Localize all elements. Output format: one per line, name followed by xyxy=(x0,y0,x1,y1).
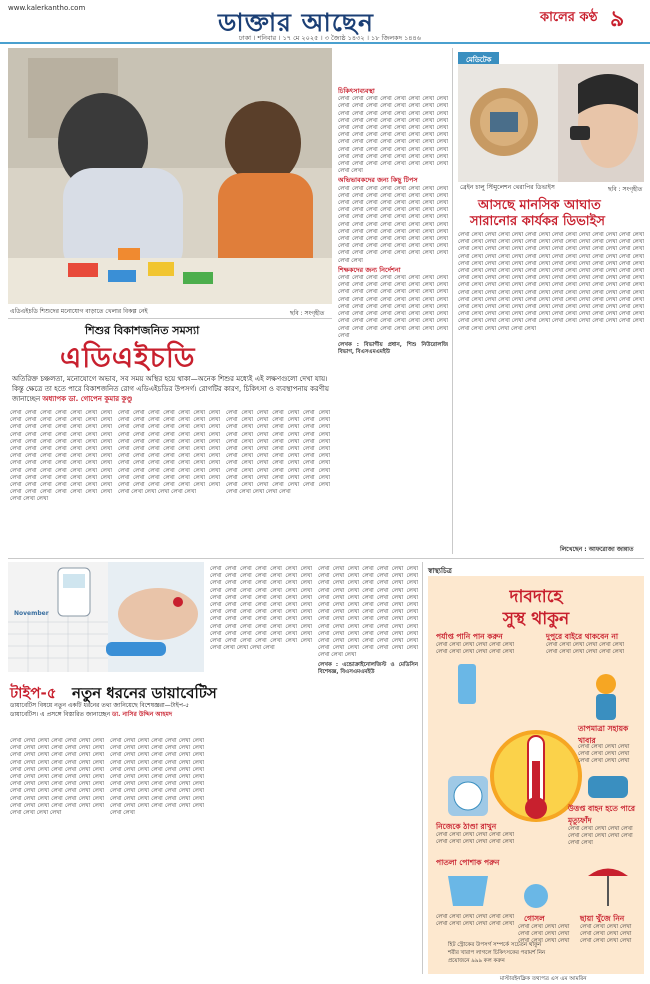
diabetes-photo-illustration xyxy=(8,562,204,672)
parent-tips-text: লেখা লেখা লেখা লেখা লেখা লেখা লেখা লেখা লেখা লেখা লেখা লেখা লেখা লেখা লেখা লেখা লেখা লেখা লেখা লেখা লেখা লেখা লেখা লেখা লেখা লেখা লেখা লেখা লেখা লেখা লেখা লেখা লেখা লেখা লেখা লেখা লেখা লেখা লেখা লেখা লেখা লেখা লেখা লেখা লেখা লেখা লেখা লেখা লেখা লেখা লেখা লেখা লেখা লেখা লেখা লেখা লেখা লেখা লেখা লেখা লেখা লেখা লেখা লেখা লেখা লেখা লেখা লেখা লেখা লেখা লেখা লেখা লেখা লেখা লেখা লেখা লেখা লেখা লেখা লেখা লেখা লেখা xyxy=(338,185,448,264)
diabetes-kicker: টাইপ-৫ xyxy=(10,684,57,702)
diabetes-intro xyxy=(10,702,204,719)
adhd-body-column-1: লেখা লেখা লেখা লেখা লেখা লেখা লেখা লেখা লেখা লেখা লেখা লেখা লেখা লেখা লেখা লেখা লেখা লেখা লেখা লেখা লেখা লেখা লেখা লেখা লেখা লেখা লেখা লেখা লেখা লেখা লেখা লেখা লেখা লেখা লেখা লেখা লেখা লেখা লেখা লেখা লেখা লেখা লেখা লেখা লেখা লেখা লেখা লেখা লেখা লেখা লেখা লেখা লেখা লেখা লেখা লেখা লেখা লেখা লেখা লেখা লেখা লেখা লেখা লেখা লেখা লেখা লেখা লেখা লেখা লেখা লেখা লেখা লেখা লেখা লেখা লেখা লেখা লেখা লেখা লেখা লেখা লেখা লেখা লেখা লেখা লেখা লেখা xyxy=(10,410,112,503)
tip-stay-indoors-text: লেখা লেখা লেখা লেখা লেখা লেখা লেখা লেখা লেখা লেখা লেখা লেখা xyxy=(546,642,624,655)
tip-cooling-food-title: তাপমাত্রা সহায়ক খাবার xyxy=(578,724,629,745)
teacher-guide-subhead: শিক্ষকদের জন্য নির্দেশনা xyxy=(338,265,401,274)
medtech-photo-credit: ছবি : সংগৃহীত xyxy=(608,186,643,193)
tip-drink-water-title: পর্যাপ্ত পানি পান করুন xyxy=(436,632,503,641)
tip-hot-vehicle-title: উত্তপ্ত বাহন হতে পারে মৃত্যুফাঁদ xyxy=(568,804,635,825)
tip-bathe-title: গোসল xyxy=(524,914,545,923)
medtech-photo-illustration xyxy=(458,64,644,182)
tip-find-shade-text: লেখা লেখা লেখা লেখা লেখা লেখা লেখা লেখা লেখা লেখা লেখা লেখা xyxy=(580,924,632,944)
adhd-body-column-2: লেখা লেখা লেখা লেখা লেখা লেখা লেখা লেখা লেখা লেখা লেখা লেখা লেখা লেখা লেখা লেখা লেখা লেখা লেখা লেখা লেখা লেখা লেখা লেখা লেখা লেখা লেখা লেখা লেখা লেখা লেখা লেখা লেখা লেখা লেখা লেখা লেখা লেখা লেখা লেখা লেখা লেখা লেখা লেখা লেখা লেখা লেখা লেখা লেখা লেখা লেখা লেখা লেখা লেখা লেখা লেখা লেখা লেখা লেখা লেখা লেখা লেখা লেখা লেখা লেখা লেখা লেখা লেখা লেখা লেখা লেখা লেখা লেখা লেখা লেখা লেখা লেখা লেখা লেখা লেখা লেখা লেখা লেখা xyxy=(118,410,220,496)
section-masthead: ডাক্তার আছেন xyxy=(218,8,374,37)
treatment-subhead: চিকিৎসাব্যবস্থা xyxy=(338,87,375,95)
diabetes-body-column-2: লেখা লেখা লেখা লেখা লেখা লেখা লেখা লেখা লেখা লেখা লেখা লেখা লেখা লেখা লেখা লেখা লেখা লেখা লেখা লেখা লেখা লেখা লেখা লেখা লেখা লেখা লেখা লেখা লেখা লেখা লেখা লেখা লেখা লেখা লেখা লেখা লেখা লেখা লেখা লেখা লেখা লেখা লেখা লেখা লেখা লেখা লেখা লেখা লেখা লেখা লেখা লেখা লেখা লেখা লেখা লেখা লেখা লেখা লেখা লেখা লেখা লেখা লেখা লেখা লেখা লেখা লেখা লেখা লেখা লেখা লেখা লেখা xyxy=(110,738,204,817)
tip-stay-cool-title: নিজেকে ঠাণ্ডা রাখুন xyxy=(436,822,497,831)
tip-cooling-food-text: লেখা লেখা লেখা লেখা লেখা লেখা লেখা লেখা লেখা লেখা লেখা লেখা xyxy=(578,744,630,764)
tip-stay-indoors-title: দুপুরে বাইরে থাকবেন না xyxy=(546,632,618,641)
divider xyxy=(8,558,644,559)
heat-infographic xyxy=(428,576,644,974)
tip-light-clothes-text: লেখা লেখা লেখা লেখা লেখা লেখা লেখা লেখা লেখা লেখা লেখা লেখা xyxy=(436,914,514,927)
heat-headline-line-2: সুস্থ থাকুন xyxy=(502,609,570,629)
tip-hot-vehicle-text: লেখা লেখা লেখা লেখা লেখা লেখা লেখা লেখা লেখা লেখা লেখা লেখা xyxy=(568,826,633,846)
medtech-body: লেখা লেখা লেখা লেখা লেখা লেখা লেখা লেখা লেখা লেখা লেখা লেখা লেখা লেখা লেখা লেখা লেখা লেখা লেখা লেখা লেখা লেখা লেখা লেখা লেখা লেখা লেখা লেখা লেখা লেখা লেখা লেখা লেখা লেখা লেখা লেখা লেখা লেখা লেখা লেখা লেখা লেখা লেখা লেখা লেখা লেখা লেখা লেখা লেখা লেখা লেখা লেখা লেখা লেখা লেখা লেখা লেখা লেখা লেখা লেখা লেখা লেখা লেখা লেখা লেখা লেখা লেখা লেখা লেখা লেখা লেখা লেখা লেখা লেখা লেখা লেখা লেখা লেখা লেখা লেখা লেখা লেখা লেখা লেখা লেখা লেখা লেখা লেখা লেখা লেখা লেখা লেখা লেখা লেখা লেখা লেখা লেখা লেখা লেখা লেখা লেখা লেখা লেখা লেখা লেখা লেখা লেখা লেখা লেখা লেখা লেখা লেখা লেখা লেখা লেখা লেখা লেখা লেখা লেখা লেখা লেখা লেখা লেখা লেখা লেখা লেখা লেখা লেখা লেখা লেখা লেখা লেখা লেখা লেখা লেখা লেখা লেখা লেখা লেখা লেখা লেখা লেখা লেখা লেখা লেখা লেখা লেখা লেখা লেখা লেখা লেখা লেখা লেখা লেখা লেখা লেখা লেখা লেখা লেখা লেখা লেখা লেখা লেখা লেখা লেখা লেখা লেখা লেখা লেখা লেখা লেখা লেখা লেখা লেখা লেখা লেখা লেখা লেখা লেখা লেখা লেখা লেখা লেখা লেখা লেখা লেখা লেখা লেখা xyxy=(458,232,644,332)
diabetes-body-column-3: লেখা লেখা লেখা লেখা লেখা লেখা লেখা লেখা লেখা লেখা লেখা লেখা লেখা লেখা লেখা লেখা লেখা লেখা লেখা লেখা লেখা লেখা লেখা লেখা লেখা লেখা লেখা লেখা লেখা লেখা লেখা লেখা লেখা লেখা লেখা লেখা লেখা লেখা লেখা লেখা লেখা লেখা লেখা লেখা লেখা লেখা লেখা লেখা লেখা লেখা লেখা লেখা লেখা লেখা লেখা লেখা লেখা লেখা লেখা লেখা লেখা লেখা লেখা লেখা লেখা লেখা লেখা লেখা লেখা লেখা লেখা লেখা লেখা লেখা লেখা লেখা লেখা লেখা লেখা লেখা লেখা লেখা xyxy=(210,566,312,652)
tip-bathe-text: লেখা লেখা লেখা লেখা লেখা লেখা লেখা লেখা লেখা লেখা লেখা লেখা xyxy=(518,924,570,944)
parent-tips-subhead: অভিভাবকদের জন্য কিছু টিপস xyxy=(338,176,418,185)
page-number: ৯ xyxy=(610,7,625,32)
medtech-photo-caption: ব্রেইন চালু স্টিমুলেশন থেরাপির ডিভাইস xyxy=(460,184,555,191)
medtech-headline-line-1: আসছে মানসিক আঘাত xyxy=(478,198,601,213)
newspaper-name: কালের কণ্ঠ xyxy=(540,10,598,25)
adhd-intro xyxy=(12,374,330,404)
medtech-author: লিখেছেন : আফরোজা জান্নাত xyxy=(560,546,634,553)
heat-credit: মাস্টারইনক্লিক তথ্যপত্র এস এম আমরিন xyxy=(500,976,587,982)
treatment-text: লেখা লেখা লেখা লেখা লেখা লেখা লেখা লেখা লেখা লেখা লেখা লেখা লেখা লেখা লেখা লেখা লেখা লেখা লেখা লেখা লেখা লেখা লেখা লেখা লেখা লেখা লেখা লেখা লেখা লেখা লেখা লেখা লেখা লেখা লেখা লেখা লেখা লেখা লেখা লেখা লেখা লেখা লেখা লেখা লেখা লেখা লেখা লেখা লেখা লেখা লেখা লেখা লেখা লেখা লেখা লেখা লেখা লেখা লেখা লেখা লেখা লেখা লেখা লেখা লেখা লেখা লেখা লেখা লেখা লেখা লেখা লেখা লেখা লেখা লেখা লেখা লেখা লেখা লেখা লেখা লেখা লেখা xyxy=(338,96,448,175)
date-line: ঢাকা । শনিবার । ১৭ মে ২০২৫ । ৩ জ্যৈষ্ঠ ১৪৩২ । ১৮ জিলকদ ১৪৪৬ xyxy=(239,34,421,42)
adhd-side-column xyxy=(338,86,448,552)
adhd-byline: অধ্যাপক ডা. গোপেন কুমার কুণ্ডু xyxy=(42,395,133,403)
adhd-photo-illustration xyxy=(8,48,332,304)
adhd-headline: এডিএইচডি xyxy=(60,341,196,374)
website-url[interactable]: www.kalerkantho.com xyxy=(8,4,86,12)
heat-headline-line-1: দাবদাহে xyxy=(509,587,563,607)
medtech-headline-line-2: সারানোর কার্যকর ডিভাইস xyxy=(470,214,605,229)
tip-drink-water-text: লেখা লেখা লেখা লেখা লেখা লেখা লেখা লেখা লেখা লেখা লেখা লেখা xyxy=(436,642,514,655)
heat-section-label: স্বাস্থ্যচিত্র xyxy=(428,567,452,575)
adhd-kicker: শিশুর বিকাশজনিত সমস্যা xyxy=(85,324,200,337)
divider xyxy=(452,48,453,554)
medtech-tag: মেডিটেক xyxy=(458,52,499,68)
adhd-photo xyxy=(8,48,332,304)
adhd-photo-credit: ছবি : সংগৃহীত xyxy=(290,310,325,317)
page-header xyxy=(0,0,650,44)
medtech-photo xyxy=(458,64,644,182)
diabetes-intro-text: ডায়াবেটিস বিষয়ে নতুন একটি ধরনের তথ্য জানিয়েছে বিশেষজ্ঞরা—টাইপ-৫ ডায়াবেটিস। এ প্রসঙ্গে বিস্তারিত জানাচ্ছেন xyxy=(10,702,190,718)
diabetes-photo xyxy=(8,562,204,672)
diabetes-body-column-1: লেখা লেখা লেখা লেখা লেখা লেখা লেখা লেখা লেখা লেখা লেখা লেখা লেখা লেখা লেখা লেখা লেখা লেখা লেখা লেখা লেখা লেখা লেখা লেখা লেখা লেখা লেখা লেখা লেখা লেখা লেখা লেখা লেখা লেখা লেখা লেখা লেখা লেখা লেখা লেখা লেখা লেখা লেখা লেখা লেখা লেখা লেখা লেখা লেখা লেখা লেখা লেখা লেখা লেখা লেখা লেখা লেখা লেখা লেখা লেখা লেখা লেখা লেখা লেখা লেখা লেখা লেখা লেখা লেখা লেখা লেখা লেখা লেখা লেখা xyxy=(10,738,104,817)
diabetes-body-4-text: লেখা লেখা লেখা লেখা লেখা লেখা লেখা লেখা লেখা লেখা লেখা লেখা লেখা লেখা লেখা লেখা লেখা লেখা লেখা লেখা লেখা লেখা লেখা লেখা লেখা লেখা লেখা লেখা লেখা লেখা লেখা লেখা লেখা লেখা লেখা লেখা লেখা লেখা লেখা লেখা লেখা লেখা লেখা লেখা লেখা লেখা লেখা লেখা লেখা লেখা লেখা লেখা লেখা লেখা লেখা লেখা লেখা লেখা লেখা লেখা লেখা লেখা লেখা লেখা লেখা লেখা লেখা লেখা লেখা লেখা লেখা লেখা লেখা লেখা লেখা লেখা লেখা লেখা লেখা লেখা লেখা লেখা লেখা লেখা লেখা লেখা লেখা xyxy=(318,566,418,659)
diabetes-body-column-4 xyxy=(318,566,418,974)
heat-footnote-1: হিট স্ট্রোকের উপসর্গ সম্পর্কে সচেতন থাকুন xyxy=(448,942,542,948)
heat-footnote-3: প্রয়োজনে ৯৯৯ কল করুন xyxy=(448,958,505,964)
divider xyxy=(8,318,332,319)
tip-find-shade-title: ছায়া খুঁজে নিন xyxy=(580,914,625,923)
tip-light-clothes-title: পাতলা পোশাক পরুন xyxy=(436,858,500,867)
adhd-photo-caption: এডিএইচডি শিশুদের মনোযোগ বাড়াতে খেলার বিকল্প নেই xyxy=(10,308,148,315)
teacher-guide-text: লেখা লেখা লেখা লেখা লেখা লেখা লেখা লেখা লেখা লেখা লেখা লেখা লেখা লেখা লেখা লেখা লেখা লেখা লেখা লেখা লেখা লেখা লেখা লেখা লেখা লেখা লেখা লেখা লেখা লেখা লেখা লেখা লেখা লেখা লেখা লেখা লেখা লেখা লেখা লেখা লেখা লেখা লেখা লেখা লেখা লেখা লেখা লেখা লেখা লেখা লেখা লেখা লেখা লেখা লেখা লেখা লেখা লেখা লেখা লেখা লেখা লেখা লেখা লেখা লেখা xyxy=(338,275,448,339)
heat-footnote-2: শরীর খারাপ লাগলে চিকিৎসকের পরামর্শ নিন xyxy=(448,950,546,956)
calendar-month-label: November xyxy=(14,610,49,617)
adhd-author-note: লেখক : বিভাগীয় প্রধান, শিশু নিউরোলজি বিভাগ, বিএসএমএমইউ xyxy=(338,341,448,356)
diabetes-byline: ডা. নাসির উদ্দিন আহমদ xyxy=(111,710,173,718)
diabetes-author-note: লেখক : এন্ডোক্রাইনোলজিস্ট ও মেডিসিন বিশেষজ্ঞ, বিএসএমএমইউ xyxy=(318,661,418,675)
tip-stay-cool-text: লেখা লেখা লেখা লেখা লেখা লেখা লেখা লেখা লেখা লেখা লেখা লেখা xyxy=(436,832,514,845)
divider xyxy=(422,562,423,974)
adhd-body-column-3: লেখা লেখা লেখা লেখা লেখা লেখা লেখা লেখা লেখা লেখা লেখা লেখা লেখা লেখা লেখা লেখা লেখা লেখা লেখা লেখা লেখা লেখা লেখা লেখা লেখা লেখা লেখা লেখা লেখা লেখা লেখা লেখা লেখা লেখা লেখা লেখা লেখা লেখা লেখা লেখা লেখা লেখা লেখা লেখা লেখা লেখা লেখা লেখা লেখা লেখা লেখা লেখা লেখা লেখা লেখা লেখা লেখা লেখা লেখা লেখা লেখা লেখা লেখা লেখা লেখা লেখা লেখা লেখা লেখা লেখা লেখা লেখা লেখা লেখা লেখা লেখা লেখা লেখা লেখা লেখা লেখা লেখা xyxy=(226,410,330,496)
adhd-intro-text: অতিরিক্ত চঞ্চলতা, মনোযোগে অভাব, সব সময় অস্থির হয়ে থাকা—অনেক শিশুর মধ্যেই এই লক্ষণগুলো দেখা যায়। কিন্তু ক্ষেত্রে তা হতে পারে বিকাশজনিত রোগ এডিএইচডির উপসর্গ। রোগটির কারণ, চিকিৎসা ও ব্যবস্থাপনায় করণীয় জানাচ্ছেন xyxy=(12,375,330,403)
diabetes-headline: নতুন ধরনের ডায়াবেটিস xyxy=(72,684,217,702)
